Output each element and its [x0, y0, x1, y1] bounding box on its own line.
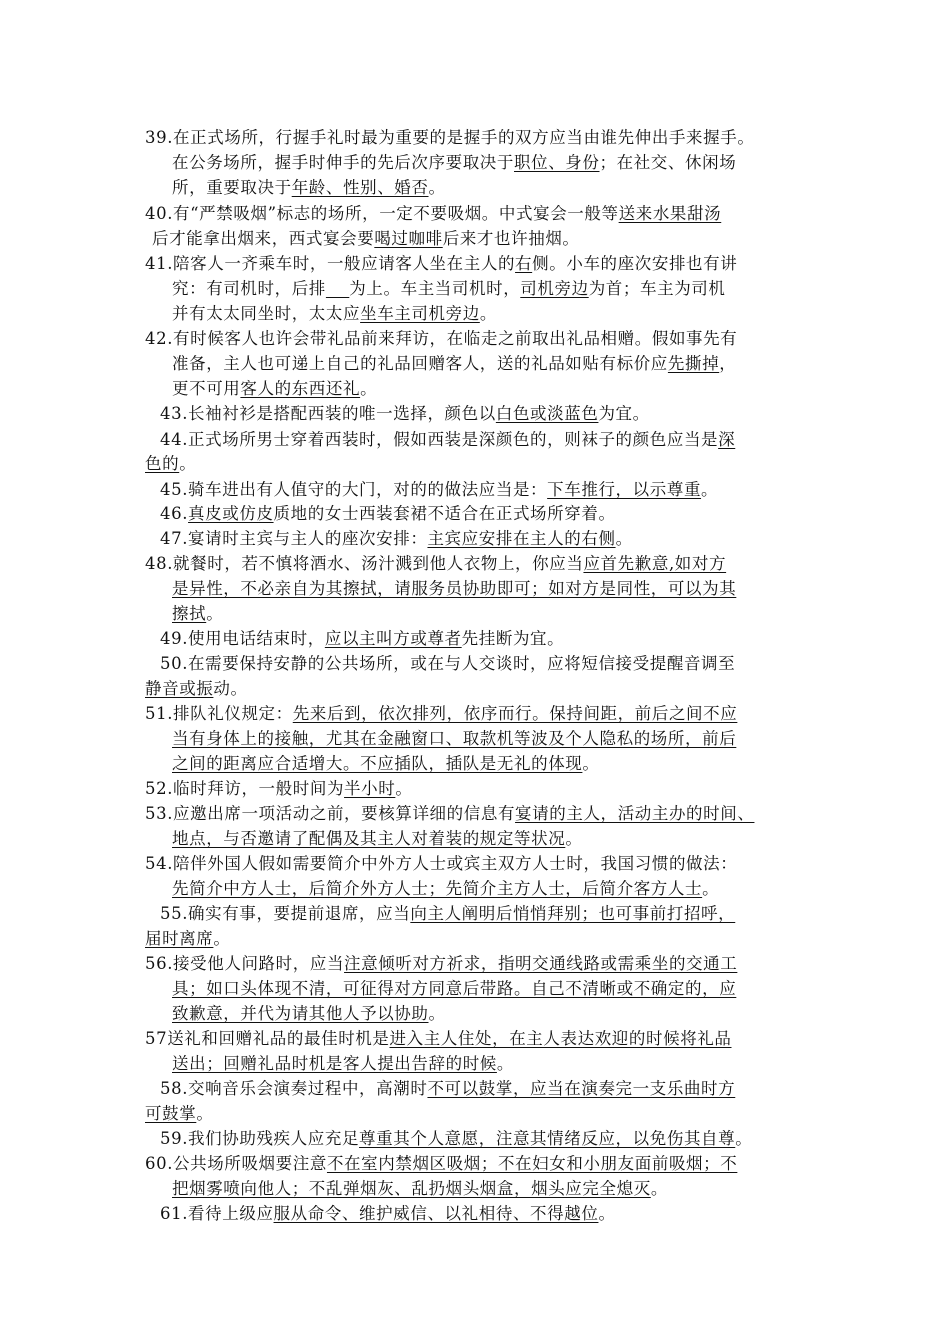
- text-segment: 49.使用电话结束时，: [160, 629, 325, 648]
- underlined-answer: 下车推行，以示尊重: [547, 480, 702, 499]
- underlined-answer: 白色或淡蓝色: [495, 404, 599, 423]
- underlined-answer: 擦拭: [172, 604, 207, 623]
- text-line: [160, 653, 735, 675]
- text-segment: 。: [360, 379, 378, 398]
- text-segment: 。: [702, 879, 720, 898]
- text-line: [172, 578, 736, 600]
- underlined-answer: 右: [515, 254, 533, 273]
- text-line: [152, 228, 580, 250]
- text-segment: ；在社交、休闲场: [599, 153, 737, 172]
- underlined-answer: 地点，与否邀请了配偶及其主人对着装的规定等状况: [172, 829, 566, 848]
- text-segment: 。: [395, 779, 413, 798]
- underlined-answer: 进入主人住处，在主人表达欢迎的时候将礼品: [389, 1029, 732, 1048]
- underlined-answer: 把烟雾喷向他人；不乱弹烟灰、乱扔烟头烟盒，烟头应完全熄灭: [172, 1179, 651, 1198]
- text-segment: 。: [428, 178, 446, 197]
- text-segment: 先挂断为宜。: [461, 629, 565, 648]
- underlined-answer: 坐车主司机旁边: [360, 304, 480, 323]
- text-segment: 。: [496, 1054, 515, 1073]
- text-segment: 42.有时候客人也许会带礼品前来拜访，在临走之前取出礼品相赠。假如事先有: [145, 329, 738, 348]
- text-line: [172, 278, 726, 300]
- text-line: [145, 1103, 213, 1125]
- underlined-answer: 之间的距离应合适增大。不应插队，插队是无礼的体现: [172, 754, 583, 773]
- text-segment: 并有太太同坐时，太太应: [172, 304, 361, 323]
- underlined-answer: 不在室内禁烟区吸烟；不在妇女和小朋友面前吸烟；不: [326, 1154, 738, 1173]
- text-segment: 后来才也许抽烟。: [442, 229, 580, 248]
- text-line: [160, 1128, 752, 1150]
- text-segment: 究：有司机时，后排: [172, 279, 326, 298]
- text-line: [145, 127, 754, 149]
- text-segment: 57送礼和回赠礼品的最佳时机是: [145, 1029, 390, 1048]
- text-segment: 。: [213, 929, 231, 948]
- text-line: [145, 203, 721, 225]
- text-line: [160, 429, 735, 451]
- text-line: [160, 903, 735, 925]
- underlined-answer: 客人的东西还礼: [240, 379, 361, 398]
- text-segment: 56.接受他人问路时，应当: [145, 954, 345, 973]
- underlined-answer: 主宾应安排在主人的右侧: [427, 529, 616, 548]
- text-segment: 在公务场所，握手时伸手的先后次序要取决于: [172, 153, 514, 172]
- text-segment: 58.交响音乐会演奏过程中，高潮时: [160, 1079, 428, 1098]
- text-segment: 准备，主人也可递上自己的礼品回赠客人，送的礼品如贴有标价应: [172, 354, 668, 373]
- text-segment: 更不可用: [172, 379, 241, 398]
- text-line: [172, 152, 736, 174]
- text-segment: 动。: [213, 679, 248, 698]
- text-segment: 。: [196, 1104, 214, 1123]
- underlined-answer: 半小时: [344, 779, 396, 798]
- text-segment: 为首；车主为司机: [588, 279, 726, 298]
- text-line: [172, 603, 223, 625]
- text-segment: 。: [650, 1179, 668, 1198]
- text-segment: 52.临时拜访，一般时间为: [145, 779, 345, 798]
- text-segment: 侧。小车的座次安排也有讲: [532, 254, 738, 273]
- text-line: [172, 303, 497, 325]
- text-segment: 41.陪客人一齐乘车时，一般应请客人坐在主人的: [145, 254, 516, 273]
- text-segment: 61.看待上级应: [160, 1204, 274, 1223]
- text-segment: 44.正式场所男士穿着西装时，假如西装是深颜色的，则袜子的颜色应当是: [160, 430, 719, 449]
- text-segment: 为宜。: [598, 404, 650, 423]
- underlined-answer: 宴请的主人，活动主办的时间、: [515, 804, 755, 823]
- text-line: [160, 503, 616, 525]
- text-line: [145, 953, 737, 975]
- text-line: [160, 528, 633, 550]
- text-line: [145, 803, 754, 825]
- text-segment: 。: [565, 829, 583, 848]
- text-line: [145, 553, 726, 575]
- text-segment: 54.陪伴外国人假如需要简介中外方人士或宾主双方人士时，我国习惯的做法：: [145, 854, 738, 873]
- text-line: [145, 778, 412, 800]
- text-segment: 质地的女士西装套裙不适合在正式场所穿着。: [273, 504, 616, 523]
- text-segment: 48.就餐时，若不慎将酒水、汤汁溅到他人衣物上，你应当: [145, 554, 584, 573]
- underlined-answer: 向主人阐明后悄悄拜别；也可事前打招呼，: [410, 904, 736, 923]
- text-line: [160, 1203, 616, 1225]
- text-line: [172, 353, 736, 375]
- text-segment: 45.骑车进出有人值守的大门，对的的做法应当是：: [160, 480, 548, 499]
- text-line: [145, 453, 196, 475]
- text-line: [172, 753, 600, 775]
- underlined-answer: 是异性，不必亲自为其擦拭，请服务员协助即可；如对方是同性，可以为其: [172, 579, 737, 598]
- underlined-answer: 深: [718, 430, 736, 449]
- text-segment: 所，重要取决于: [172, 178, 292, 197]
- text-line: [172, 177, 446, 199]
- text-segment: 。: [735, 1129, 753, 1148]
- text-segment: 为上。车主当司机时，: [349, 279, 521, 298]
- text-line: [172, 828, 582, 850]
- text-line: [172, 1178, 668, 1200]
- text-segment: 59.我们协助残疾人应充足: [160, 1129, 360, 1148]
- text-line: [145, 678, 248, 700]
- text-line: [172, 1003, 446, 1025]
- text-line: [160, 403, 650, 425]
- text-segment: 53.应邀出席一项活动之前，要核算详细的信息有: [145, 804, 516, 823]
- text-line: [172, 878, 719, 900]
- underlined-answer: 司机旁边: [520, 279, 589, 298]
- text-line: [145, 328, 737, 350]
- text-segment: 。: [598, 1204, 616, 1223]
- underlined-answer: 尊重其个人意愿，注意其情绪反应，以免伤其自尊: [359, 1129, 736, 1148]
- text-segment: 43.长袖衬衫是搭配西装的唯一选择，颜色以: [160, 404, 496, 423]
- underlined-answer: 喝过咖啡: [374, 229, 443, 248]
- text-segment: 51.排队礼仪规定：: [145, 704, 293, 723]
- underlined-answer: 先简介中方人士，后简介外方人士；先简介主方人士，后简介客方人士: [172, 879, 703, 898]
- text-segment: 。: [701, 480, 719, 499]
- underlined-answer: 先来后到，依次排列，依序而行。保持间距，前后之间不应: [292, 704, 738, 723]
- underlined-answer: 具；如口头体现不清，可征得对方同意后带路。自己不清晰或不确定的，应: [172, 979, 737, 998]
- text-segment: 60.公共场所吸烟要注意: [145, 1154, 327, 1173]
- text-line: [145, 1153, 737, 1175]
- underlined-answer: 应以主叫方或尊者: [324, 629, 462, 648]
- underlined-answer: 注意倾听对方祈求，指明交通线路或需乘坐的交通工: [344, 954, 738, 973]
- text-segment: 。: [428, 1004, 446, 1023]
- underlined-answer: 不可以鼓掌，应当在演奏完一支乐曲时方: [427, 1079, 736, 1098]
- underlined-answer: 应首先歉意,如对方: [583, 554, 727, 573]
- underlined-answer: 送出；回赠礼品时机是客人提出告辞的时候: [172, 1054, 497, 1073]
- text-segment: 47.宴请时主宾与主人的座次安排：: [160, 529, 428, 548]
- underlined-answer: [326, 279, 349, 298]
- underlined-answer: 当有身体上的接触，尤其在金融窗口、取款机等波及个人隐私的场所，前后: [172, 729, 737, 748]
- text-segment: 。: [206, 604, 224, 623]
- text-segment: 50.在需要保持安静的公共场所，或在与人交谈时，应将短信接受提醒音调至: [160, 654, 736, 673]
- text-line: [145, 928, 231, 950]
- text-segment: 40.有“严禁吸烟”标志的场所，一定不要吸烟。中式宴会一般等: [145, 204, 619, 223]
- text-line: [160, 628, 564, 650]
- text-segment: 。: [615, 529, 633, 548]
- underlined-answer: 服从命令、维护威信、以礼相待、不得越位: [273, 1204, 599, 1223]
- underlined-answer: 致歉意，并代为请其他人予以协助: [172, 1004, 429, 1023]
- underlined-answer: 色的: [145, 454, 180, 473]
- underlined-answer: 职位、身份: [514, 153, 600, 172]
- underlined-answer: 静音或振: [145, 679, 214, 698]
- underlined-answer: 年龄、性别、婚否: [291, 178, 429, 197]
- underlined-answer: 真皮或仿皮: [188, 504, 274, 523]
- text-segment: 后才能拿出烟来，西式宴会要: [152, 229, 375, 248]
- text-segment: 55.确实有事，要提前退席，应当: [160, 904, 411, 923]
- text-line: [160, 479, 718, 501]
- underlined-answer: 届时离席: [145, 929, 214, 948]
- text-line: [145, 703, 737, 725]
- underlined-answer: 先撕掉: [667, 354, 720, 373]
- text-line: [172, 1053, 514, 1075]
- text-line: [172, 378, 377, 400]
- underlined-answer: 送来水果甜汤: [618, 204, 722, 223]
- text-segment: 。: [479, 304, 497, 323]
- text-segment: 46.: [160, 504, 189, 523]
- text-line: [145, 1028, 732, 1050]
- underlined-answer: 可鼓掌: [145, 1104, 197, 1123]
- text-line: [145, 853, 737, 875]
- text-segment: 39.在正式场所，行握手礼时最为重要的是握手的双方应当由谁先伸出手来握手。: [145, 128, 755, 147]
- text-line: [172, 728, 736, 750]
- text-segment: 。: [582, 754, 600, 773]
- text-segment: ，: [719, 354, 737, 373]
- text-line: [160, 1078, 735, 1100]
- text-line: [172, 978, 736, 1000]
- text-segment: 。: [179, 454, 197, 473]
- text-line: [145, 253, 737, 275]
